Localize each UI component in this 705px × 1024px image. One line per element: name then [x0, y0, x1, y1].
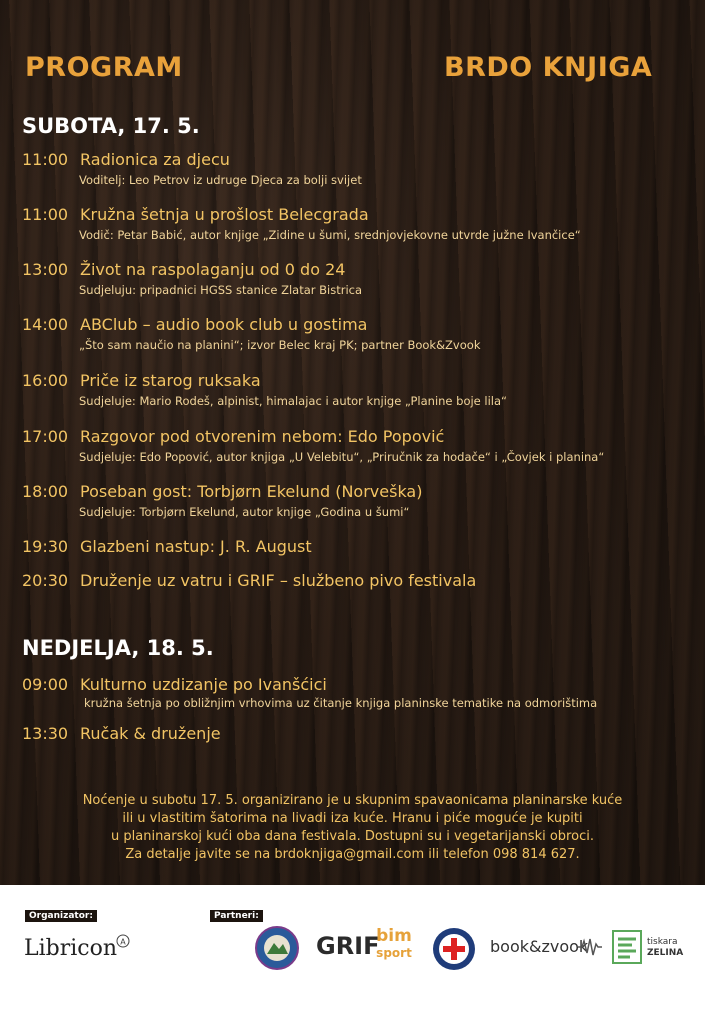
event-sat-2 [22, 205, 702, 242]
accommodation-note [0, 792, 705, 864]
partners-label: Partneri: [210, 910, 263, 922]
event-title: Kulturno uzdizanje po Ivanšćici [80, 675, 327, 694]
event-sat-4 [22, 315, 702, 352]
event-title: Ručak & druženje [80, 724, 221, 743]
event-sub: Vodič: Petar Babić, autor knjige „Zidine u šumi, srednjovjekovne utvrde južne Ivančice“ [79, 228, 581, 242]
program-heading: PROGRAM [25, 52, 183, 83]
event-time: 13:30 [22, 724, 69, 743]
event-title: Život na raspolaganju od 0 do 24 [80, 260, 346, 279]
event-sat-7 [22, 482, 702, 519]
event-time: 20:30 [22, 571, 69, 590]
event-title: Radionica za djecu [80, 150, 230, 169]
event-title: Druženje uz vatru i GRIF – službeno pivo festivala [80, 571, 477, 590]
note-line: u planinarskoj kući oba dana festivala. Dostupni su i vegetarijanski obroci. [111, 829, 594, 844]
event-time: 09:00 [22, 675, 69, 694]
tiskara-zelina-mark-icon [612, 930, 642, 964]
event-sat-5 [22, 371, 702, 408]
event-sun-2 [22, 724, 702, 743]
event-title: Kružna šetnja u prošlost Belecgrada [80, 205, 369, 224]
event-sub: Voditelj: Leo Petrov iz udruge Djeca za bolji svijet [79, 173, 362, 187]
event-sub: „Što sam naučio na planini“; izvor Belec kraj PK; partner Book&Zvook [79, 338, 481, 352]
event-sub: Sudjeluje: Edo Popović, autor knjiga „U Velebitu“, „Priručnik za hodače“ i „Čovjek i planina“ [79, 450, 605, 464]
event-sub: Sudjeluju: pripadnici HGSS stanice Zlatar Bistrica [79, 283, 363, 297]
bim-sport-logo: bim sport [376, 926, 412, 960]
event-time: 14:00 [22, 315, 69, 334]
event-time: 16:00 [22, 371, 69, 390]
event-title: Priče iz starog ruksaka [80, 371, 261, 390]
event-title: Glazbeni nastup: J. R. August [80, 537, 312, 556]
event-title: ABClub – audio book club u gostima [80, 315, 368, 334]
event-sun-1 [22, 675, 702, 710]
sunday-heading: NEDJELJA, 18. 5. [22, 636, 214, 660]
svg-text:A: A [120, 937, 126, 947]
event-sat-3 [22, 260, 702, 297]
festival-name: BRDO KNJIGA [444, 52, 653, 83]
hpd-belec-badge-icon [255, 926, 299, 970]
event-sub: Sudjeluje: Torbjørn Ekelund, autor knjige „Godina u šumi“ [79, 505, 410, 519]
event-time: 11:00 [22, 205, 69, 224]
event-title: Razgovor pod otvorenim nebom: Edo Popović [80, 427, 445, 446]
note-line: ili u vlastitim šatorima na livadi iza kuće. Hranu i piće moguće je kupiti [122, 811, 583, 826]
saturday-heading: SUBOTA, 17. 5. [22, 114, 200, 138]
event-sub: Sudjeluje: Mario Rodeš, alpinist, himalajac i autor knjige „Planine boje lila“ [79, 394, 508, 408]
grif-logo: GRIF [316, 932, 380, 960]
event-time: 17:00 [22, 427, 69, 446]
hgss-badge-icon [432, 927, 476, 971]
event-time: 11:00 [22, 150, 69, 169]
libricon-mark-icon [116, 934, 130, 948]
event-sub: kružna šetnja po obližnjim vrhovima uz čitanje knjiga planinske tematike na odmorištima [84, 696, 598, 710]
event-sat-8 [22, 537, 702, 556]
organizer-label: Organizator: [25, 910, 97, 922]
event-sat-6 [22, 427, 702, 464]
note-line: Za detalje javite se na brdoknjiga@gmail.com ili telefon 098 814 627. [125, 847, 580, 862]
event-sat-9 [22, 571, 702, 590]
event-time: 18:00 [22, 482, 69, 501]
event-time: 13:00 [22, 260, 69, 279]
event-title: Poseban gost: Torbjørn Ekelund (Norveška) [80, 482, 423, 501]
libricon-logo: Libricon [24, 936, 118, 961]
event-sat-1 [22, 150, 702, 187]
bookzvook-logo: book&zvook [490, 937, 589, 956]
tiskara-zelina-logo: tiskara ZELINA [647, 937, 684, 958]
event-time: 19:30 [22, 537, 69, 556]
note-line: Noćenje u subotu 17. 5. organizirano je u skupnim spavaonicama planinarske kuće [82, 793, 623, 808]
sound-wave-icon [578, 938, 602, 956]
